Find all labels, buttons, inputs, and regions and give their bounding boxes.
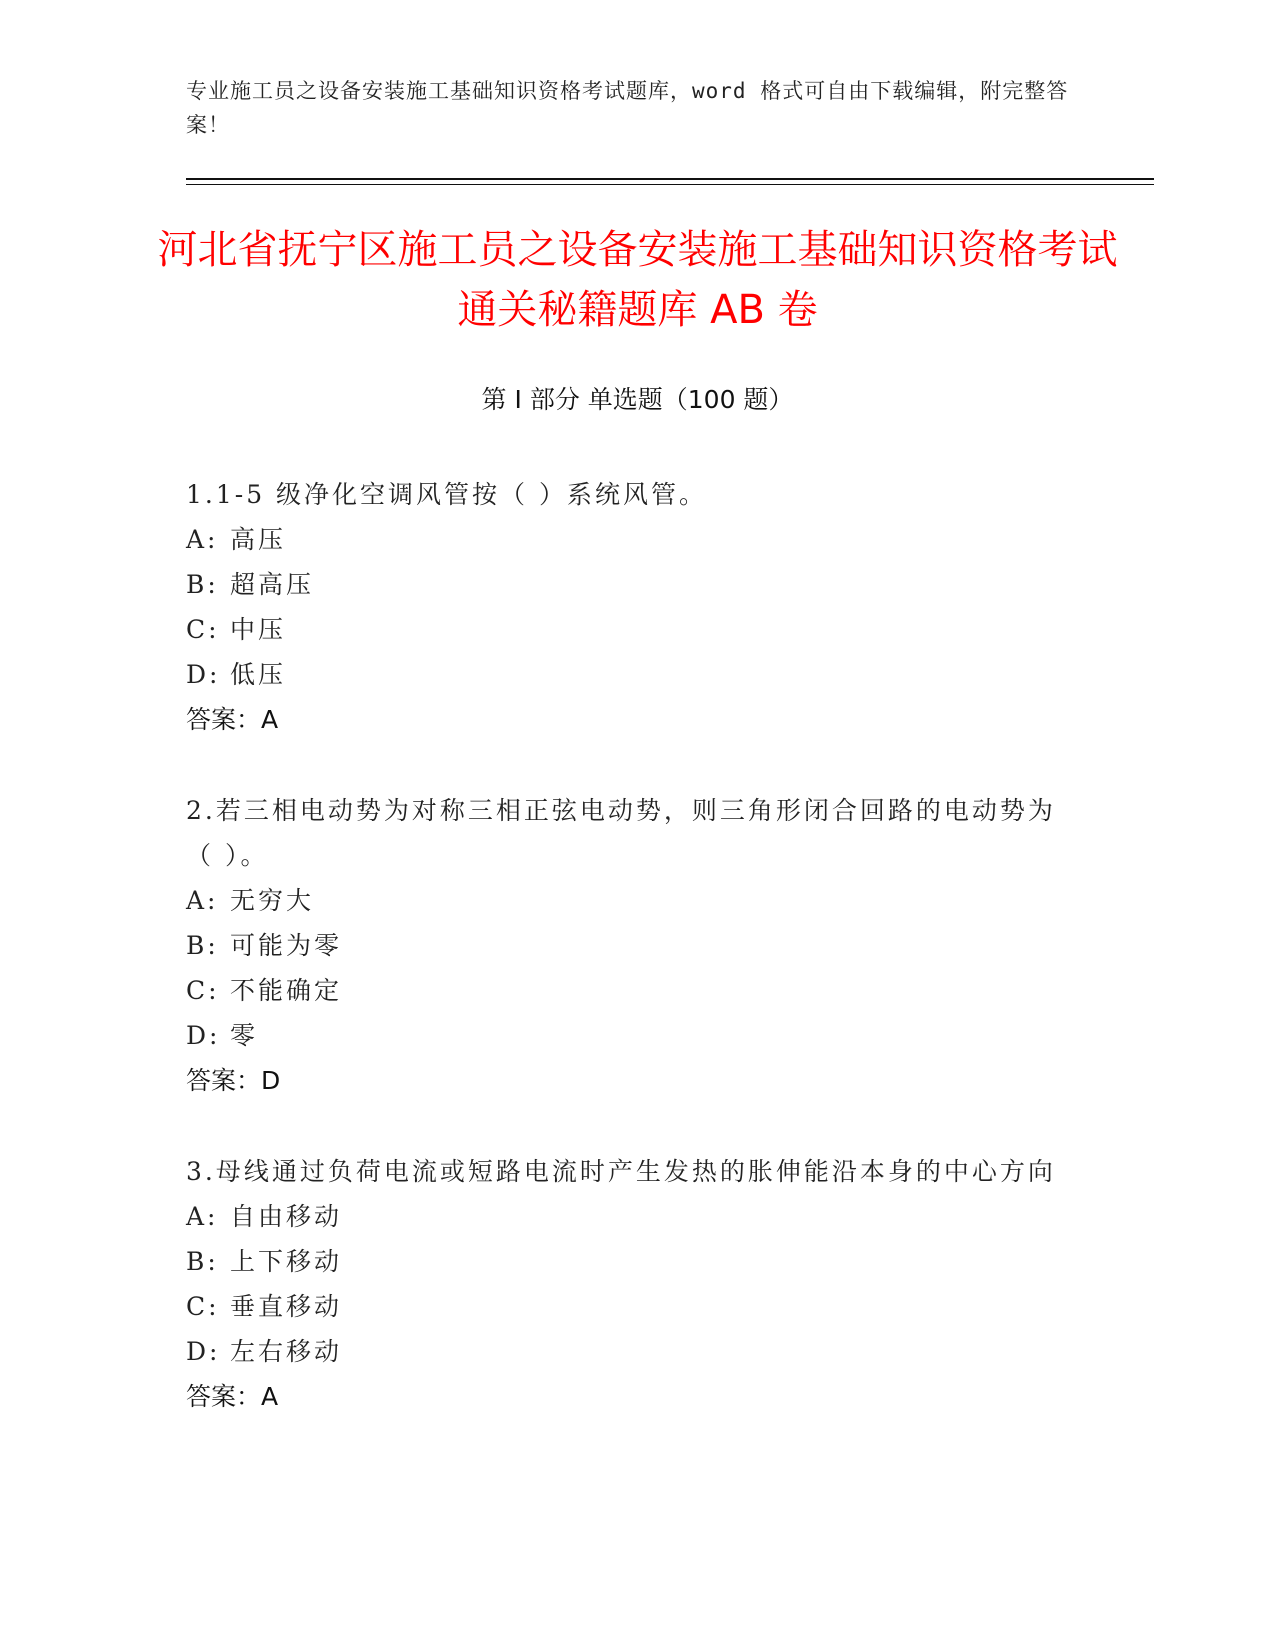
- option-text: 自由移动: [230, 1202, 343, 1231]
- option-text: 不能确定: [230, 976, 343, 1005]
- option-d: [186, 652, 1066, 697]
- document-title: 河北省抚宁区施工员之设备安装施工基础知识资格考试通关秘籍题库 AB 卷: [157, 227, 1118, 333]
- option-b: [186, 923, 1066, 968]
- option-d: [186, 1013, 1066, 1058]
- section-heading: 第 I 部分 单选题（100 题）: [481, 385, 794, 414]
- option-a: [186, 517, 1066, 562]
- question-stem: 3.母线通过负荷电流或短路电流时产生发热的胀伸能沿本身的中心方向: [186, 1157, 1056, 1186]
- option-key: D:: [186, 660, 221, 689]
- option-c: [186, 1284, 1066, 1329]
- question-stem: 1.1-5 级净化空调风管按（ ）系统风管。: [186, 480, 708, 509]
- header-divider-thin: [186, 184, 1154, 185]
- option-d: [186, 1329, 1066, 1374]
- question-list: [186, 472, 1066, 1465]
- option-key: C:: [186, 615, 220, 644]
- option-key: A:: [186, 886, 219, 915]
- option-text: 上下移动: [230, 1247, 343, 1276]
- question-2: [186, 788, 1066, 1103]
- option-b: [186, 1239, 1066, 1284]
- option-key: A:: [186, 1202, 219, 1231]
- option-key: C:: [186, 976, 220, 1005]
- option-key: B:: [186, 1247, 219, 1276]
- answer-line: 答案：D: [186, 1066, 281, 1095]
- option-text: 高压: [230, 525, 287, 554]
- option-text: 低压: [230, 660, 287, 689]
- option-c: [186, 968, 1066, 1013]
- option-text: 超高压: [230, 570, 315, 599]
- option-key: A:: [186, 525, 219, 554]
- header-divider-thick: [186, 178, 1154, 180]
- answer-line: 答案：A: [186, 1382, 279, 1411]
- option-text: 无穷大: [230, 886, 315, 915]
- option-text: 零: [230, 1021, 259, 1050]
- option-text: 垂直移动: [230, 1292, 343, 1321]
- option-text: 左右移动: [230, 1337, 343, 1366]
- option-a: [186, 878, 1066, 923]
- question-1: [186, 472, 1066, 742]
- option-key: C:: [186, 1292, 220, 1321]
- document-header-note: 专业施工员之设备安装施工基础知识资格考试题库，word 格式可自由下载编辑，附完整答案！: [186, 79, 1069, 137]
- option-key: D:: [186, 1021, 221, 1050]
- option-text: 中压: [230, 615, 287, 644]
- option-key: B:: [186, 570, 219, 599]
- option-text: 可能为零: [230, 931, 343, 960]
- option-a: [186, 1194, 1066, 1239]
- option-b: [186, 562, 1066, 607]
- option-key: D:: [186, 1337, 221, 1366]
- option-key: B:: [186, 931, 219, 960]
- option-c: [186, 607, 1066, 652]
- question-stem: 2.若三相电动势为对称三相正弦电动势，则三角形闭合回路的电动势为（ ）。: [186, 796, 1056, 870]
- answer-line: 答案：A: [186, 705, 279, 734]
- question-3: [186, 1149, 1066, 1419]
